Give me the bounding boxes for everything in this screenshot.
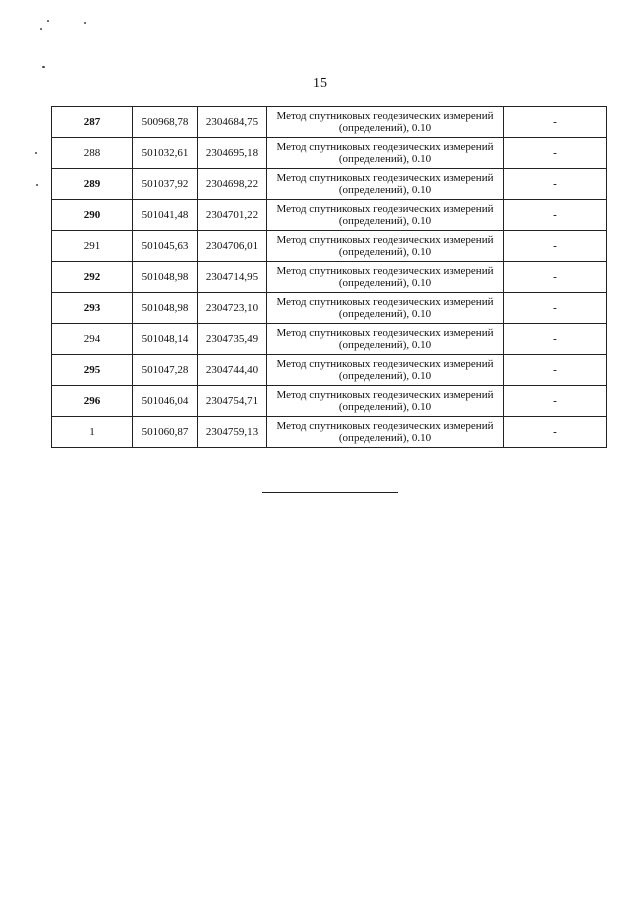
point-number-cell: 292 bbox=[52, 262, 133, 293]
table-row bbox=[52, 262, 607, 293]
point-number-cell: 1 bbox=[52, 417, 133, 448]
point-number-cell: 288 bbox=[52, 138, 133, 169]
x-coordinate-cell: 501048,98 bbox=[133, 293, 198, 324]
method-cell: Метод спутниковых геодезических измерений (определений), 0.10 bbox=[267, 107, 504, 138]
table-row bbox=[52, 355, 607, 386]
x-coordinate-cell: 501045,63 bbox=[133, 231, 198, 262]
note-cell: - bbox=[504, 386, 607, 417]
method-cell: Метод спутниковых геодезических измерений (определений), 0.10 bbox=[267, 417, 504, 448]
table-row bbox=[52, 417, 607, 448]
note-cell: - bbox=[504, 231, 607, 262]
note-cell: - bbox=[504, 200, 607, 231]
table-row bbox=[52, 169, 607, 200]
coordinates-table-body bbox=[52, 107, 607, 448]
point-number-cell: 291 bbox=[52, 231, 133, 262]
closing-line bbox=[262, 492, 398, 493]
point-number-cell: 290 bbox=[52, 200, 133, 231]
point-number-cell: 293 bbox=[52, 293, 133, 324]
note-cell: - bbox=[504, 169, 607, 200]
method-cell: Метод спутниковых геодезических измерений (определений), 0.10 bbox=[267, 169, 504, 200]
scan-speck bbox=[84, 22, 86, 24]
coordinates-table bbox=[51, 106, 607, 448]
method-cell: Метод спутниковых геодезических измерений (определений), 0.10 bbox=[267, 386, 504, 417]
table-row bbox=[52, 200, 607, 231]
y-coordinate-cell: 2304684,75 bbox=[198, 107, 267, 138]
point-number-cell: 289 bbox=[52, 169, 133, 200]
table-row bbox=[52, 324, 607, 355]
point-number-cell: 295 bbox=[52, 355, 133, 386]
scan-speck bbox=[42, 66, 45, 68]
y-coordinate-cell: 2304754,71 bbox=[198, 386, 267, 417]
y-coordinate-cell: 2304723,10 bbox=[198, 293, 267, 324]
scan-speck bbox=[47, 20, 49, 22]
note-cell: - bbox=[504, 324, 607, 355]
note-cell: - bbox=[504, 138, 607, 169]
x-coordinate-cell: 501048,98 bbox=[133, 262, 198, 293]
note-cell: - bbox=[504, 355, 607, 386]
table-row bbox=[52, 107, 607, 138]
note-cell: - bbox=[504, 417, 607, 448]
method-cell: Метод спутниковых геодезических измерений (определений), 0.10 bbox=[267, 138, 504, 169]
y-coordinate-cell: 2304759,13 bbox=[198, 417, 267, 448]
scan-speck bbox=[36, 184, 38, 186]
x-coordinate-cell: 501032,61 bbox=[133, 138, 198, 169]
method-cell: Метод спутниковых геодезических измерений (определений), 0.10 bbox=[267, 231, 504, 262]
method-cell: Метод спутниковых геодезических измерений (определений), 0.10 bbox=[267, 355, 504, 386]
y-coordinate-cell: 2304714,95 bbox=[198, 262, 267, 293]
point-number-cell: 294 bbox=[52, 324, 133, 355]
method-cell: Метод спутниковых геодезических измерений (определений), 0.10 bbox=[267, 293, 504, 324]
x-coordinate-cell: 501048,14 bbox=[133, 324, 198, 355]
x-coordinate-cell: 501041,48 bbox=[133, 200, 198, 231]
x-coordinate-cell: 500968,78 bbox=[133, 107, 198, 138]
table-row bbox=[52, 138, 607, 169]
point-number-cell: 296 bbox=[52, 386, 133, 417]
x-coordinate-cell: 501046,04 bbox=[133, 386, 198, 417]
table-row bbox=[52, 293, 607, 324]
x-coordinate-cell: 501047,28 bbox=[133, 355, 198, 386]
y-coordinate-cell: 2304695,18 bbox=[198, 138, 267, 169]
table-row bbox=[52, 386, 607, 417]
y-coordinate-cell: 2304706,01 bbox=[198, 231, 267, 262]
y-coordinate-cell: 2304744,40 bbox=[198, 355, 267, 386]
note-cell: - bbox=[504, 262, 607, 293]
y-coordinate-cell: 2304701,22 bbox=[198, 200, 267, 231]
table-row bbox=[52, 231, 607, 262]
method-cell: Метод спутниковых геодезических измерений (определений), 0.10 bbox=[267, 262, 504, 293]
note-cell: - bbox=[504, 293, 607, 324]
y-coordinate-cell: 2304698,22 bbox=[198, 169, 267, 200]
page-number: 15 bbox=[313, 76, 327, 91]
point-number-cell: 287 bbox=[52, 107, 133, 138]
method-cell: Метод спутниковых геодезических измерений (определений), 0.10 bbox=[267, 200, 504, 231]
note-cell: - bbox=[504, 107, 607, 138]
scan-speck bbox=[40, 28, 42, 30]
x-coordinate-cell: 501060,87 bbox=[133, 417, 198, 448]
y-coordinate-cell: 2304735,49 bbox=[198, 324, 267, 355]
method-cell: Метод спутниковых геодезических измерений (определений), 0.10 bbox=[267, 324, 504, 355]
x-coordinate-cell: 501037,92 bbox=[133, 169, 198, 200]
scan-speck bbox=[35, 152, 37, 154]
